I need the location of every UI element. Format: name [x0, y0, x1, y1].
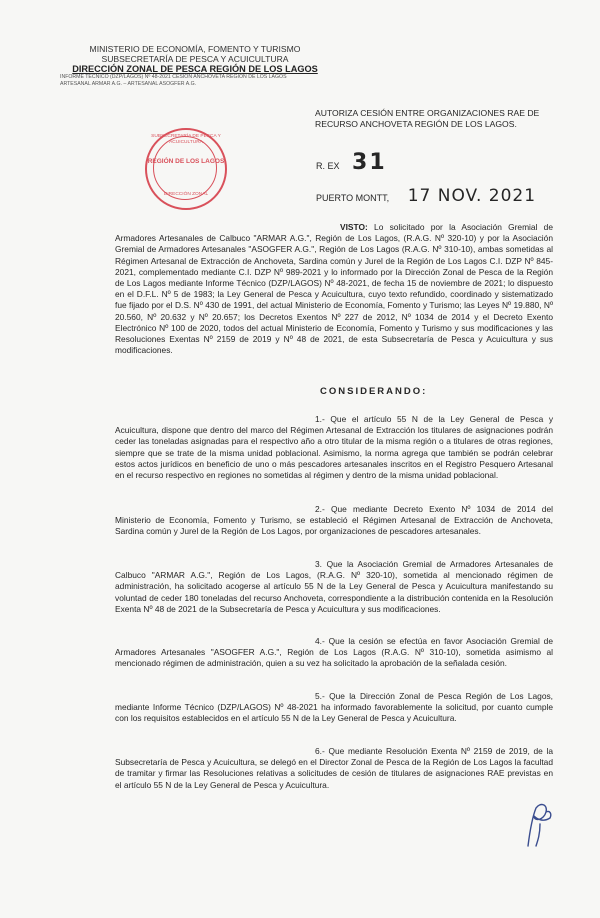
paragraph-number: 1.-	[315, 414, 325, 424]
direccion-name: DIRECCIÓN ZONAL DE PESCA REGIÓN DE LOS LAGOS	[72, 64, 318, 74]
paragraph-1	[115, 414, 553, 481]
paragraph-number: 6.-	[315, 746, 325, 756]
paragraph-5	[115, 691, 553, 725]
visto-label: VISTO:	[340, 222, 368, 232]
reference-line-1: INFORME TÉCNICO (DZP/LAGOS) Nº 48-2021 CESIÓN ANCHOVETA REGIÓN DE LOS LAGOS	[60, 74, 287, 80]
date-stamp: 17 NOV. 2021	[407, 186, 537, 206]
paragraph-number: 4.-	[315, 636, 325, 646]
paragraph-4	[115, 636, 553, 670]
paragraph-text: Que el artículo 55 N de la Ley General de Pesca y Acuicultura, dispone que dentro del marco del Régimen Artesanal de Extracción los titulares de asignaciones podrán ceder las toneladas asignadas para el respectivo año a otro titular de la misma región o a titulares de otras regiones, siempre que se trate de la misma unidad poblacional. Asimismo, la norma agrega que también se podrán celebrar estos actos jurídicos en beneficio de uno o más pescadores artesanales inscritos en el Registro Pesquero Artesanal en el recurso respectivo en regiones no sometidas al régimen y dentro de la misma unidad poblacional.	[115, 414, 554, 481]
paragraph-number: 5.-	[315, 691, 325, 701]
paragraph-text: Que la Asociación Gremial de Armadores Artesanales de Calbuco "ARMAR A.G.", Región de Los Lagos, (R.A.G. Nº 320-10), sometida al mencionado régimen de administración, ha solicitado acogerse al artículo 55 N de la Ley General de Pesca y Acuicultura manifestando su voluntad de ceder 180 toneladas del recurso Anchoveta, correspondiente a la distribución contenida en la Resolución Exenta Nº 48 de 2021 de la Subsecretaría de Pesca y Acuicultura y sus modificaciones.	[115, 559, 554, 614]
considerando-heading: CONSIDERANDO:	[320, 386, 428, 397]
paragraph-6	[115, 746, 553, 791]
city: PUERTO MONTT,	[316, 193, 390, 203]
seal-bottom-text: DIRECCIÓN ZONAL	[163, 192, 209, 197]
paragraph-text: Que mediante Resolución Exenta Nº 2159 de 2019, de la Subsecretaría de Pesca y Acuicultura, se delegó en el Director Zonal de Pesca de la Región de Los Lagos la facultad de tramitar y firmar las Resoluciones relativas a solicitudes de cesión de titulares de asignaciones RAE previstas en el artículo 55 N de la Ley General de Pesca y Acuicultura.	[115, 746, 554, 790]
visto-section	[115, 222, 553, 356]
visto-text: Lo solicitado por la Asociación Gremial de Armadores Artesanales de Calbuco "ARMAR A.G.", Región de Los Lagos, (R.A.G. Nº 320-10) y por la Asociación Gremial de Armadores Artesanales "ASOGFER A.G.", Región de Los Lagos (R.A.G. Nº 310-10), ambas sometidas al Régimen Artesanal de Extracción de Anchoveta, Sardina común y Jurel de la Región de Los Lagos C.I. DZP Nº 845-2021, complementado mediante C.I. DZP Nº 989-2021 y lo informado por la Dirección Zonal de Pesca de la Región de Los Lagos mediante Informe Técnico (DZP/LAGOS) Nº 48-2021, de fecha 15 de noviembre de 2021; lo dispuesto en el D.F.L. Nº 5 de 1983; la Ley General de Pesca y Acuicultura, cuyo texto refundido, coordinado y sistematizado fue fijado por el D.S. Nº 430 de 1991, del actual Ministerio de Economía, Fomento y Turismo; las Leyes Nº 19.880, Nº 20.560, Nº 20.632 y Nº 20.657; los Decretos Exentos Nº 227 de 2012, Nº 1034 de 2014 y el Decreto Exento Electrónico Nº 100 de 2020, todos del actual Ministerio de Economía, Fomento y Turismo y sus modificaciones y las Resoluciones Exentas Nº 2159 de 2019 y Nº 48 de 2021, de esta Subsecretaría de Pesca y Acuicultura y sus modificaciones.	[115, 222, 553, 356]
place-date	[316, 186, 536, 206]
letterhead	[60, 44, 330, 88]
reference-line-2: ARTESANAL ARMAR A.G. – ARTESANAL ASOGFER A.G.	[60, 81, 197, 87]
paragraph-number: 3.	[315, 559, 322, 569]
resolution-number	[316, 150, 387, 175]
paragraph-text: Que la cesión se efectúa en favor Asociación Gremial de Armadores Artesanales "ASOGFER A.G.", Región de Los Lagos (R.A.G. Nº 310-10), sometida asimismo al mencionado régimen de administración, quien a su vez ha solicitado la aprobación de la señalada cesión.	[115, 636, 553, 669]
handwritten-initials	[520, 800, 556, 850]
paragraph-text: Que la Dirección Zonal de Pesca Región de Los Lagos, mediante Informe Técnico (DZP/LAGOS) Nº 48-2021 ha informado favorablemente la solicitud, por cuanto cumple con los requisitos establecidos en el artículo 55 N de la Ley General de Pesca y Acuicultura.	[115, 691, 553, 724]
seal-center-text: REGIÓN DE LOS LAGOS	[147, 158, 225, 165]
paragraph-text: Que mediante Decreto Exento Nº 1034 de 2014 del Ministerio de Economía, Fomento y Turismo, se estableció el Régimen Artesanal de Extracción de Anchoveta, Sardina común y Jurel de la Región de Los Lagos, por organizaciones de pescadores artesanales.	[115, 504, 553, 537]
paragraph-2	[115, 504, 553, 538]
ministry-name: MINISTERIO DE ECONOMÍA, FOMENTO Y TURISMO	[89, 44, 301, 54]
paragraph-3	[115, 559, 553, 615]
authorization-summary: AUTORIZA CESIÓN ENTRE ORGANIZACIONES RAE DE RECURSO ANCHOVETA REGIÓN DE LOS LAGOS.	[315, 108, 540, 129]
official-seal	[145, 128, 227, 210]
resolution-label: R. EX	[316, 161, 340, 171]
seal-top-text: SUBSECRETARÍA DE PESCA Y ACUICULTURA	[151, 134, 221, 145]
subsecretaria-name: SUBSECRETARÍA DE PESCA Y ACUICULTURA	[101, 54, 289, 64]
resolution-number-value: 31	[352, 150, 387, 175]
paragraph-number: 2.-	[315, 504, 325, 514]
